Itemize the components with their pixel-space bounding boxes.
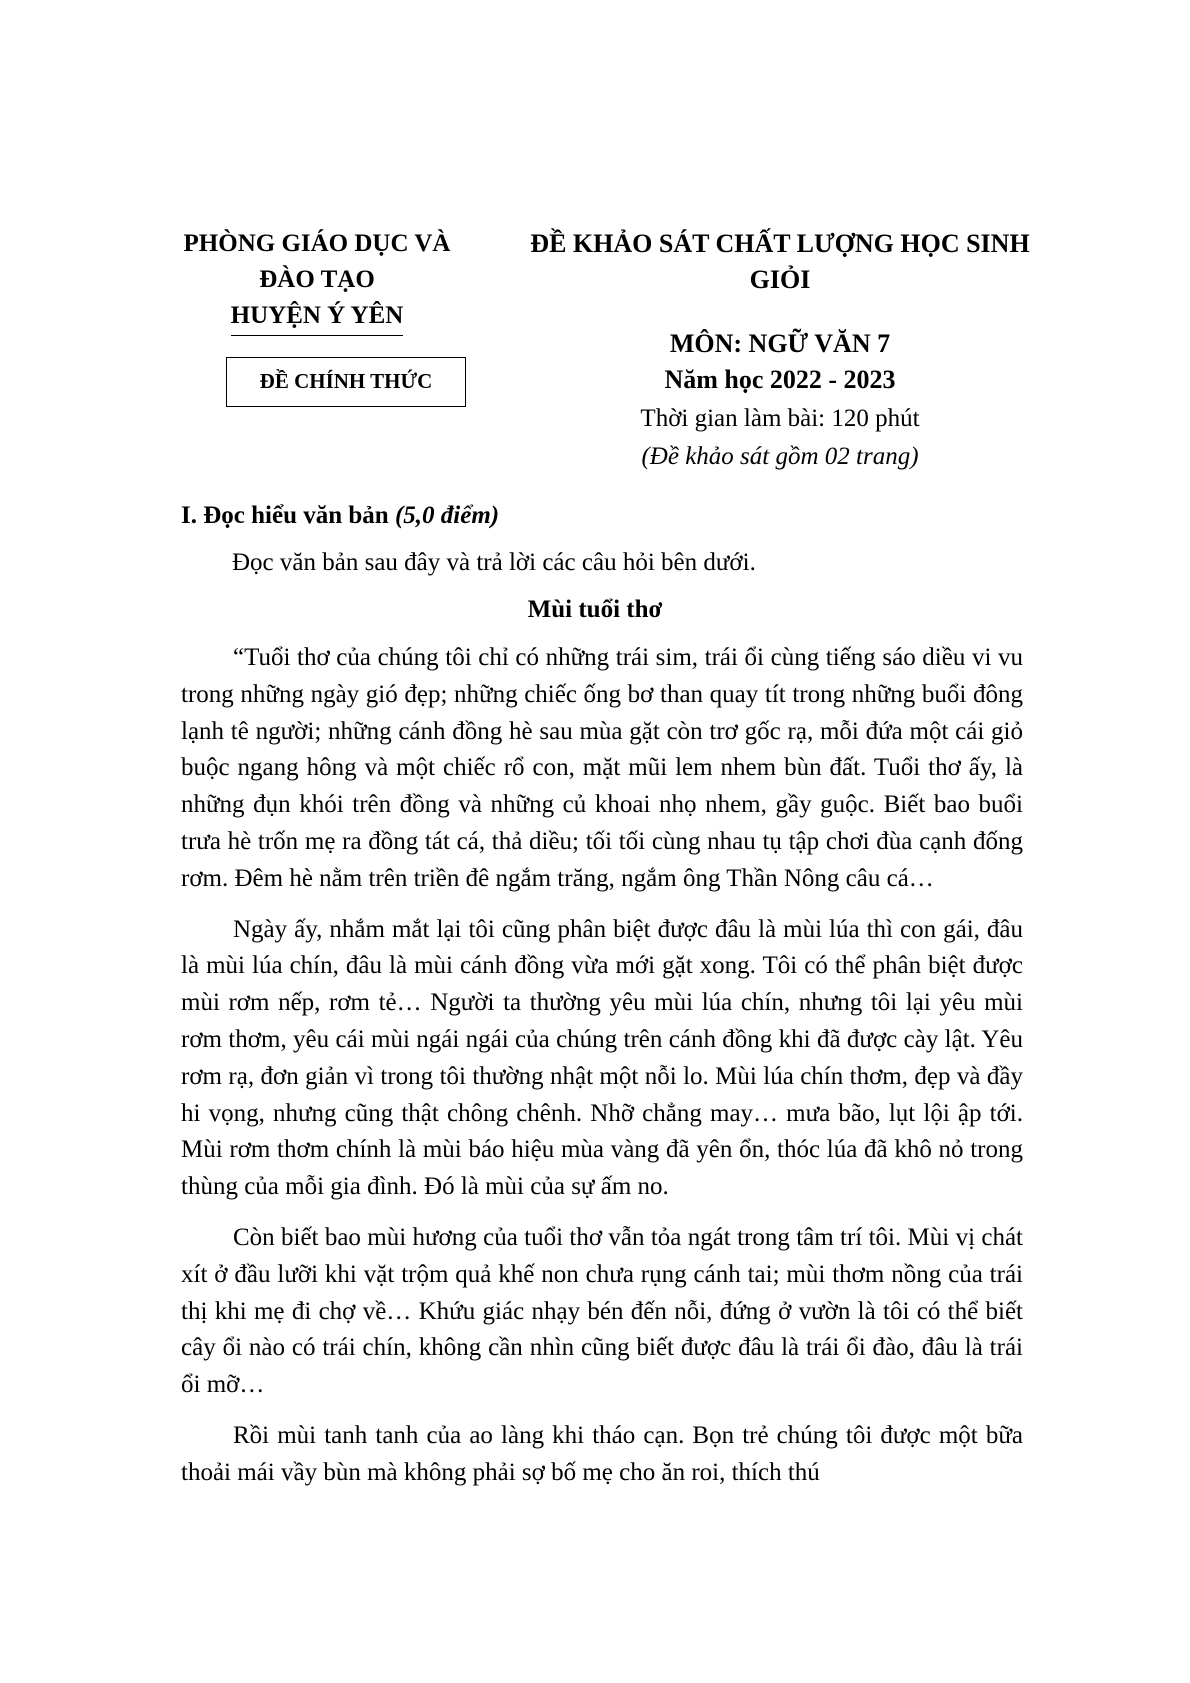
- passage-paragraph: Ngày ấy, nhắm mắt lại tôi cũng phân biệt được đâu là mùi lúa thì con gái, đâu là mùi lúa chín, đâu là mùi cánh đồng vừa mới gặt xong. Tôi có thể phân biệt được mùi rơm nếp, rơm tẻ… Người ta thường yêu mùi lúa chín, nhưng tôi lại yêu mùi rơm thơm, yêu cái mùi ngái ngái của chúng trên cánh đồng khi đã được cày lật. Yêu rơm rạ, đơn giản vì trong tôi thường nhật một nỗi lo. Mùi lúa chín thơm, đẹp và đầy hi vọng, nhưng cũng thật chông chênh. Nhỡ chẳng may… mưa bão, lụt lội ập tới. Mùi rơm thơm chính là mùi báo hiệu mùa vàng đã yên ổn, thóc lúa đã khô nỏ trong thùng của mỗi gia đình. Đó là mùi của sự ấm no.: [181, 915, 1023, 1201]
- exam-header: [520, 226, 1040, 476]
- passage-body: [181, 640, 1023, 1506]
- section-points: (5,0 điểm): [394, 502, 500, 529]
- department-header: [160, 226, 474, 336]
- exam-title-line2: GIỎI: [749, 265, 811, 294]
- section-title: [181, 502, 499, 530]
- department-line2: ĐÀO TẠO: [259, 266, 375, 293]
- passage-title: Mùi tuổi thơ: [527, 596, 663, 623]
- passage-paragraph: “Tuổi thơ của chúng tôi chỉ có những trái sim, trái ổi cùng tiếng sáo diều vi vu trong những ngày gió đẹp; những chiếc ống bơ than quay tít trong những buổi đông lạnh tê người; những cánh đồng hè sau mùa gặt còn trơ gốc rạ, mỗi đứa một cái giỏ buộc ngang hông và một chiếc rổ con, mặt mũi lem nhem bùn đất. Tuổi thơ ấy, là những đụn khói trên đồng và những củ khoai nhọ nhem, gầy guộc. Biết bao buổi trưa hè trốn mẹ ra đồng tát cá, thả diều; tối tối cùng nhau tụ tập chơi đùa cạnh đống rơm. Đêm hè nằm trên triền đê ngắm trăng, ngắm ông Thần Nông câu cá…: [181, 644, 1023, 892]
- section-instruction: Đọc văn bản sau đây và trả lời các câu hỏi bên dưới.: [232, 549, 756, 576]
- passage-paragraph: Rồi mùi tanh tanh của ao làng khi tháo cạn. Bọn trẻ chúng tôi được một bữa thoải mái vầy bùn mà không phải sợ bố mẹ cho ăn roi, thích thú: [181, 1421, 1023, 1486]
- official-badge: ĐỀ CHÍNH THỨC: [226, 357, 466, 407]
- passage-paragraph: Còn biết bao mùi hương của tuổi thơ vẫn tỏa ngát trong tâm trí tôi. Mùi vị chát xít ở đầu lưỡi khi vặt trộm quả khế non chưa rụng cánh tai; mùi thơm nồng của trái thị khi mẹ đi chợ về… Khứu giác nhạy bén đến nỗi, đứng ở vườn là tôi có thể biết cây ổi nào có trái chín, không cần nhìn cũng biết được đâu là trái ổi đào, đâu là trái ổi mỡ…: [181, 1223, 1023, 1399]
- department-line3: HUYỆN Ý YÊN: [231, 299, 404, 336]
- exam-subject: MÔN: NGỮ VĂN 7: [669, 329, 891, 358]
- section-title-text: I. Đọc hiểu văn bản: [181, 502, 395, 529]
- exam-pages-note: (Đề khảo sát gồm 02 trang): [641, 443, 919, 470]
- exam-title-line1: ĐỀ KHẢO SÁT CHẤT LƯỢNG HỌC SINH: [530, 229, 1030, 258]
- exam-school-year: Năm học 2022 - 2023: [664, 365, 896, 394]
- exam-duration: Thời gian làm bài: 120 phút: [640, 405, 920, 432]
- department-line1: PHÒNG GIÁO DỤC VÀ: [183, 230, 451, 257]
